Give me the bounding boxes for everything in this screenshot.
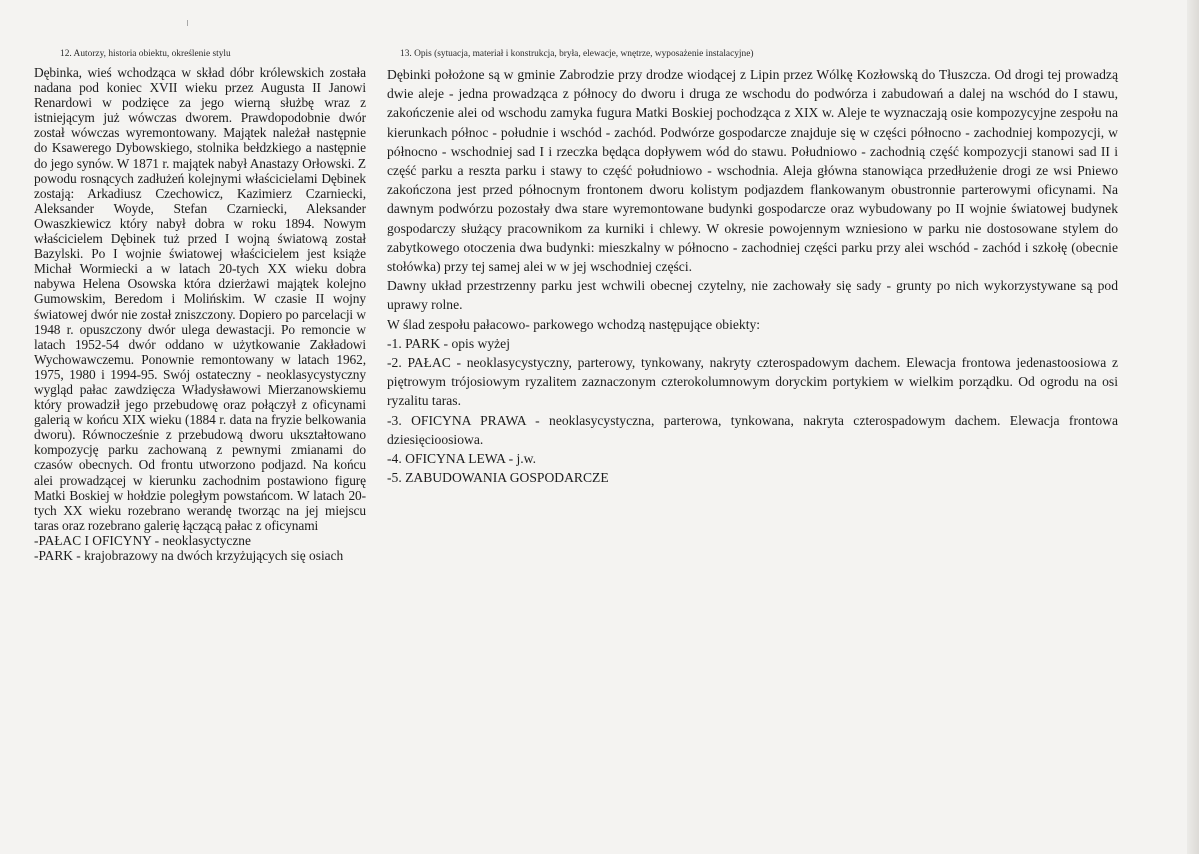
- object-item-park: -1. PARK - opis wyżej: [387, 335, 510, 351]
- history-column: [34, 47, 366, 563]
- description-column: [387, 47, 1118, 487]
- description-heading: 13. Opis (sytuacja, materiał i konstrukcja, bryła, elewacje, wnętrze, wyposażenie instalacyjne): [400, 49, 754, 59]
- objects-intro: W ślad zespołu pałacowo- parkowego wchodzą następujące obiekty:: [387, 316, 761, 332]
- style-item-park: -PARK - krajobrazowy na dwóch krzyżujących się osiach: [34, 548, 344, 563]
- object-item-left-annex: -4. OFICYNA LEWA - j.w.: [387, 451, 537, 467]
- history-text: Dębinka, wieś wchodząca w skład dóbr królewskich została nadana pod koniec XVII wieku przez Augusta II Janowi Renardowi w podzięce za jego wierną służbę wraz z istniejącym już wówczas dworem. Prawdopodobnie dwór został wówczas wyremontowany. Majątek należał następnie do Ksawerego Dybowskiego, stolnika bełdzkiego a następnie do jego synów. W 1871 r. majątek nabył Anastazy Orłowski. Z powodu rosnących zadłużeń kolejnymi właścicielami Dębinek zostają: Arkadiusz Czechowicz, Kazimierz Czarniecki, Aleksander Woyde, Stefan Czarniecki, Aleksander Owaszkiewicz który nabył dobra w roku 1894. Nowym właścicielem Dębinek tuż przed I wojną światową został Bazylski. Po I wojnie światowej właścicielem jest książe Michał Wormiecki a w latach 20-tych XX wieku dobra nabywa Helena Osowska która dzierżawi majątek kolejno Gumowskim, Beredom i Molińskim. W czasie II wojny światowej dwór nie został zniszczony. Dopiero po parcelacji w 1948 r. opuszczony dwór ulega dewastacji. Po remoncie w latach 1952-54 dwór oddano w użytkowanie Zakładowi Wychowawczemu. Ponownie remontowany w latach 1962, 1975, 1980 i 1994-95. Swój ostateczny - neoklasycystyczny wygląd pałac zawdzięcza Władysławowi Mierzanowskiemu który prowadził jego przebudowę oraz połączył z oficynami galerią w końcu XIX wieku (1884 r. data na fryzie belkowania dworu). Równocześnie z przebudową dworu ukształtowano kompozycję parku zachowaną z pewnymi zmianami do czasów obecnych. Od frontu utworzono podjazd. Na końcu alei prowadzącej w kierunku zachodnim postawiono figurę Matki Boskiej w hołdzie poległym powstańcom. W latach 20-tych XX wieku rozebrano werandę tworząc na jej miejscu taras oraz rozebrano galerię łączącą pałac z oficynami: [34, 65, 366, 533]
- history-heading: 12. Autorzy, historia obiektu, określenie stylu: [60, 49, 231, 59]
- style-list: [34, 533, 366, 563]
- object-item-palace: -2. PAŁAC - neoklasycystyczny, parterowy, tynkowany, nakryty czterospadowym dachem. Elewacja frontowa jedenastoosiowa z piętrowym trójosiowym ryzalitem zaznaczonym czterokolumnowym doryckim portykiem w wielkim porządku. Od ogrodu na osi ryzalitu taras.: [387, 355, 1118, 409]
- objects-list: [387, 334, 1118, 488]
- scan-edge: [1187, 0, 1199, 854]
- object-item-right-annex: -3. OFICYNA PRAWA - neoklasycystyczna, parterowa, tynkowana, nakryta czterospadowym dachem. Elewacja frontowa dziesięcioosiowa.: [387, 412, 1118, 447]
- description-paragraph-1: Dębinki położone są w gminie Zabrodzie przy drodze wiodącej z Lipin przez Wólkę Kozłowską do Tłuszcza. Od drogi tej prowadzą dwie aleje - jedna prowadząca z północy do dworu i druga ze wschodu do podwórza i zabudowań a dalej na wschód do I stawu, zakończenie alei od wschodu zamyka fugura Matki Boskiej pochodząca z XIX w. Aleje te wyznaczają osie kompozycyjne zespołu na kierunkach północ - południe i wschód - zachód. Podwórze gospodarcze znajduje się w części północno - zachodniej kompozycji, w północno - wschodniej sad I i rzeczka będąca dopływem wód do stawu. Południowo - zachodnią część kompozycji stanowi sad II i część parku a reszta parku i stawy to część południowo - wschodnia. Aleja główna stanowiąca przedłużenie drogi ze wsi Pniewo zakończona jest przed północnym frontonem dworu kolistym podjazdem flankowanym obustronnie parterowymi oficynami. Na dawnym podwórzu pozostały dwa stare wyremontowane budynki gospodarcze oraz wybudowany po II wojnie światowej budynek gospodarczy służący pracownikom za kurniki i chlewy. W okresie powojennym wzniesiono w parku nie dostosowane stylem do zabytkowego otoczenia dwa budynki: mieszkalny w północno - zachodniej części parku przy alei wschód - zachód i szkołę (obecnie stołówka) przy tej samej alei w w jej wschodniej części.: [387, 67, 1118, 275]
- object-item-farm-buildings: -5. ZABUDOWANIA GOSPODARCZE: [387, 470, 609, 486]
- scan-speck: [187, 20, 188, 26]
- style-item-palace: -PAŁAC I OFICYNY - neoklasyctyczne: [34, 532, 251, 548]
- description-paragraph-2: Dawny układ przestrzenny parku jest wchwili obecnej czytelny, nie zachowały się sady - grunty po nich wykorzystywane są pod uprawy rolne.: [387, 278, 1118, 313]
